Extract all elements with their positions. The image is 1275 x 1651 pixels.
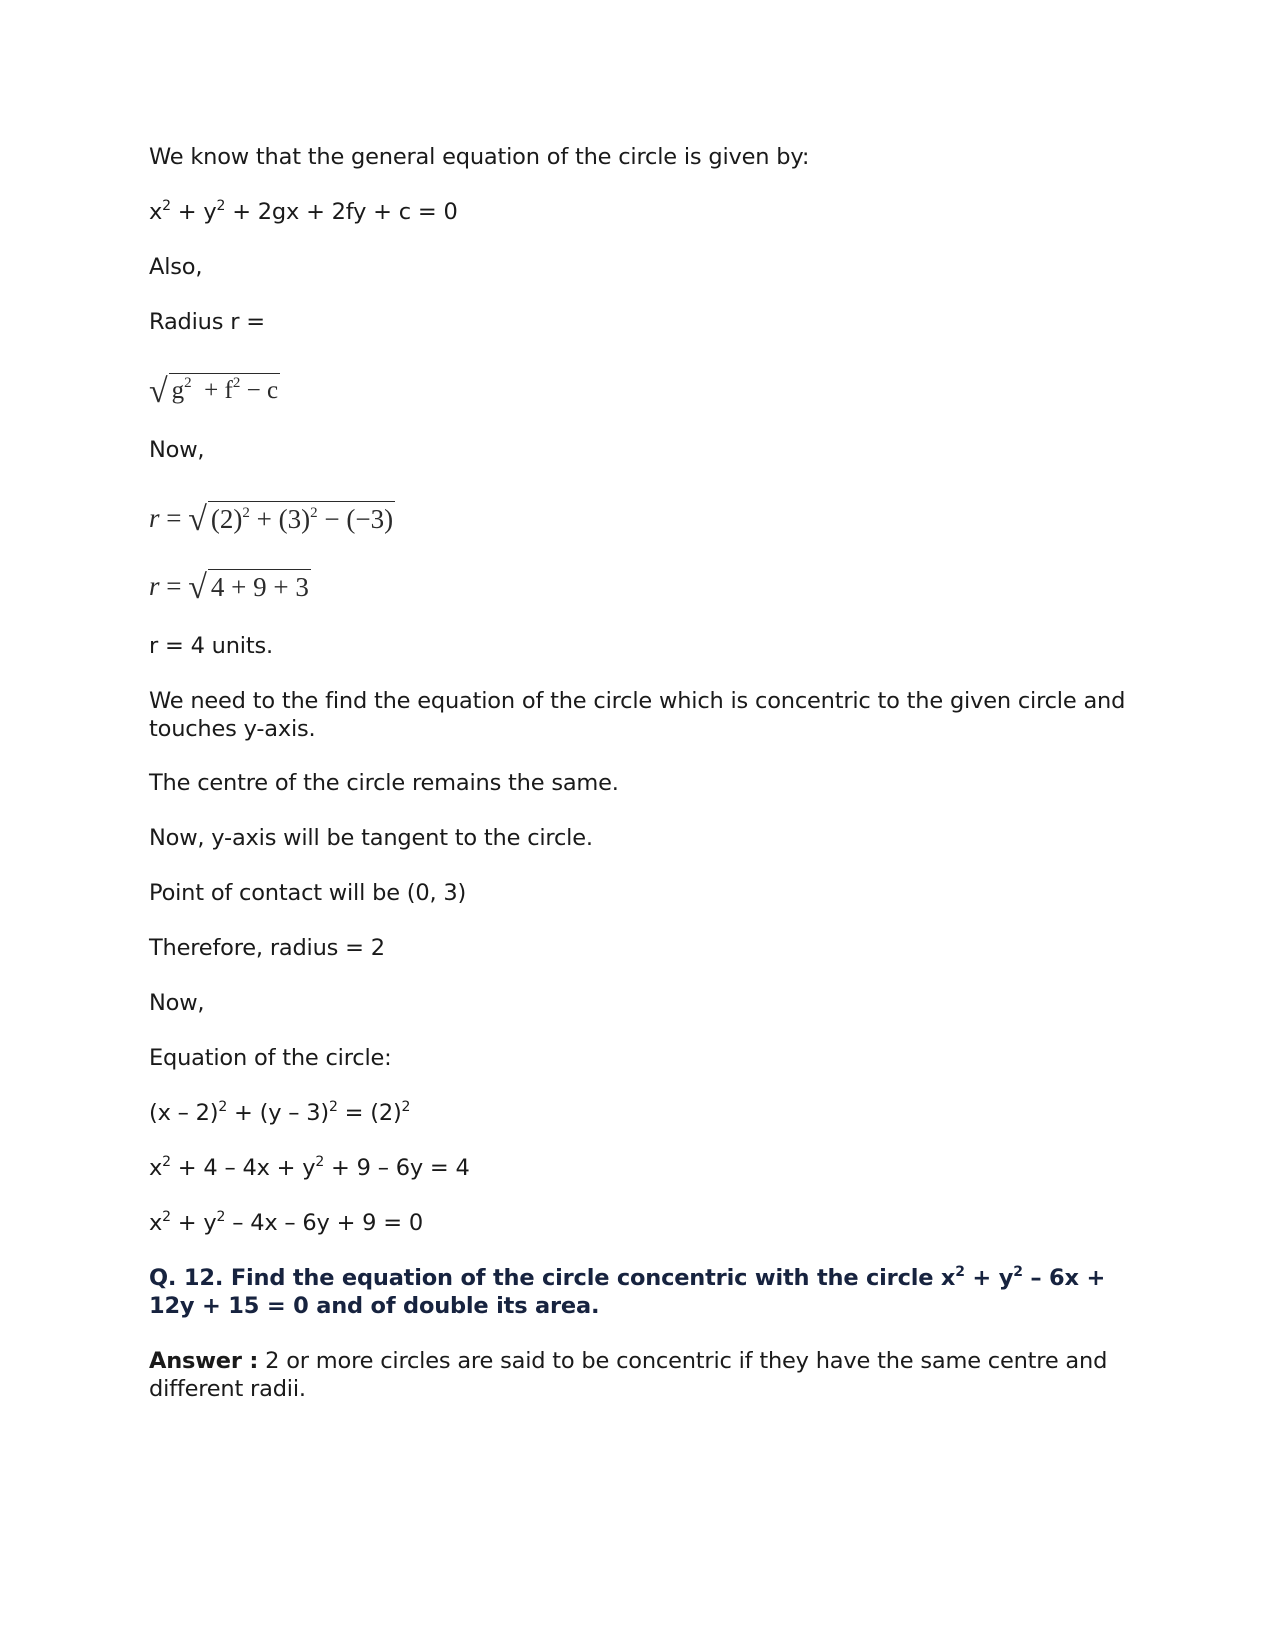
equation-circle-form: $(x - 2)^2 + (y - 3)^2 = (2)^2$ <box>149 1099 411 1126</box>
text-line: Also, <box>149 254 203 280</box>
text-line: Now, <box>149 437 205 463</box>
text-line: r = 4 units. <box>149 633 273 659</box>
text-line: Now, y-axis will be tangent to the circle. <box>149 825 593 851</box>
text-line: Therefore, radius = 2 <box>149 935 385 961</box>
text-line: Radius r = <box>149 309 265 335</box>
text-line: The centre of the circle remains the same. <box>149 770 619 796</box>
question-label: Q. 12. <box>149 1265 224 1291</box>
question-heading: Q. 12. Find the equation of the circle concentric with the circle $x^2 + y^2 - 6x + 12y + 15 = 0$ and of double its area. <box>149 1264 1106 1319</box>
text-paragraph: We need to the find the equation of the circle which is concentric to the given circle and touches y-axis. <box>149 688 1126 742</box>
equation-final: $x^2 + y^2 - 4x - 6y + 9 = 0$ <box>149 1209 423 1236</box>
answer-paragraph: Answer : 2 or more circles are said to be concentric if they have the same centre and different radii. <box>149 1348 1108 1402</box>
equation-expanded: $x^2 + 4 - 4x + y^2 + 9 - 6y = 4$ <box>149 1154 470 1181</box>
radius-formula: √ $g^2 + f^2 - c$ <box>149 373 279 410</box>
radius-simplified: r = √ 4 + 9 + 3 <box>149 569 309 606</box>
text-line: Point of contact will be (0, 3) <box>149 880 467 906</box>
text-line: Equation of the circle: <box>149 1045 392 1071</box>
text-line: We know that the general equation of the circle is given by: <box>149 144 810 170</box>
radius-substitution: r = √ $(2)^2 + (3)^2 - (-3)$ <box>149 501 394 538</box>
answer-label: Answer : <box>149 1348 259 1374</box>
equation-general-circle: $x^2 + y^2 + 2gx + 2fy + c = 0$ <box>149 198 458 225</box>
text-line: Now, <box>149 990 205 1016</box>
